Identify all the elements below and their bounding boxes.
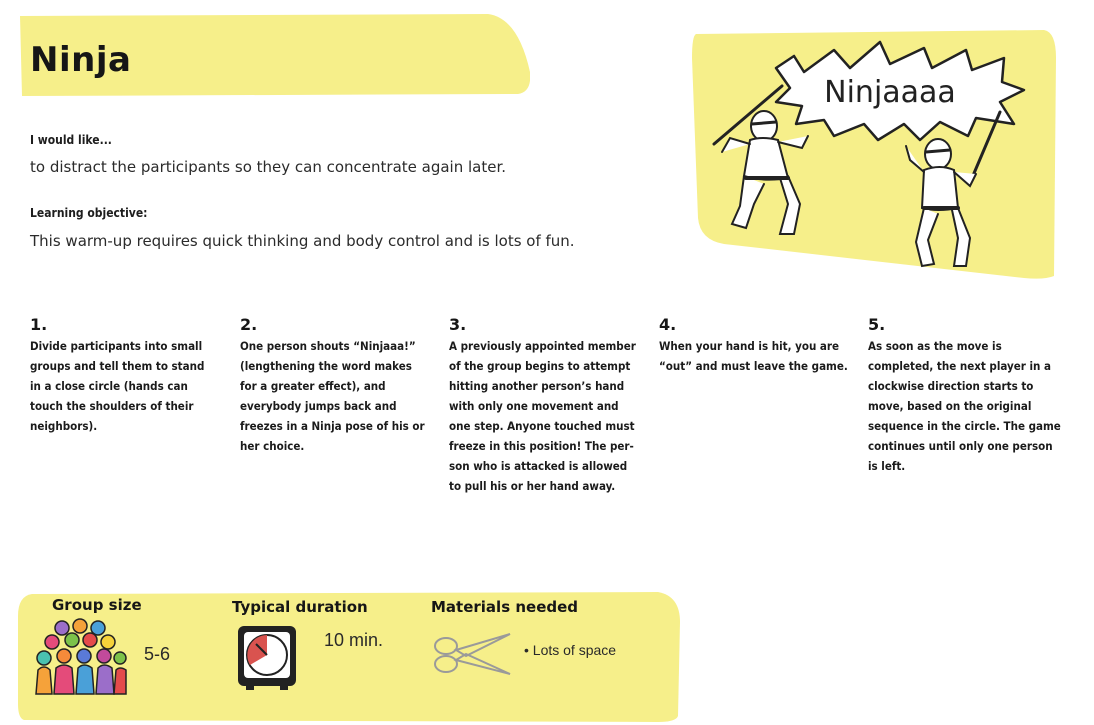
- step-text: As soon as the move is completed, the next player in a clockwise direction starts to move, based on the original sequence in the circle. The game continues until only one person is left.: [868, 339, 1061, 473]
- ninja-illustration: [684, 28, 1064, 308]
- step-number: 4.: [659, 315, 677, 334]
- materials-item: • Lots of space: [524, 642, 617, 658]
- group-people-icon: [32, 616, 128, 696]
- goal-label: I would like...: [30, 133, 112, 147]
- two-ninjas-illustration: [684, 28, 1064, 308]
- group-size-label: Group size: [52, 596, 142, 614]
- scissors-icon: [432, 630, 514, 678]
- step-text: Divide participants into small groups and tell them to stand in a close circle (hands can touch the shoulders of their neighbors).: [30, 339, 205, 433]
- duration-label: Typical duration: [232, 598, 368, 616]
- duration-value: 10 min.: [324, 630, 384, 650]
- info-band: [18, 592, 682, 722]
- goal-text: to distract the participants so they can concentrate again later.: [30, 158, 507, 176]
- step-text: When your hand is hit, you are “out” and must leave the game.: [659, 339, 848, 373]
- step-4: [659, 316, 859, 376]
- speech-bubble-text: Ninjaaaa: [824, 75, 956, 110]
- group-size-value: 5-6: [144, 644, 171, 664]
- step-number: 3.: [449, 315, 467, 334]
- step-text: A previously appointed member of the group begins to attempt hitting another person’s hand with only one movement and one step. Anyone touched must freeze in this position! The per-son who is attacked is allowed to pull his or her hand away.: [449, 339, 636, 493]
- step-number: 1.: [30, 315, 48, 334]
- objective-label: Learning objective:: [30, 206, 148, 220]
- step-number: 2.: [240, 315, 258, 334]
- step-3: [449, 316, 649, 496]
- step-2: [240, 316, 440, 456]
- objective-text: This warm-up requires quick thinking and body control and is lots of fun.: [30, 232, 575, 250]
- step-number: 5.: [868, 315, 886, 334]
- page-title: Ninja: [30, 40, 132, 80]
- materials-label: Materials needed: [431, 598, 579, 616]
- step-5: [868, 316, 1068, 476]
- step-text: One person shouts “Ninjaaa!” (lengthening the word makes for a greater effect), and everybody jumps back and freezes in a Ninja pose of his or her choice.: [240, 339, 425, 453]
- step-1: [30, 316, 230, 436]
- timer-icon: [236, 622, 300, 692]
